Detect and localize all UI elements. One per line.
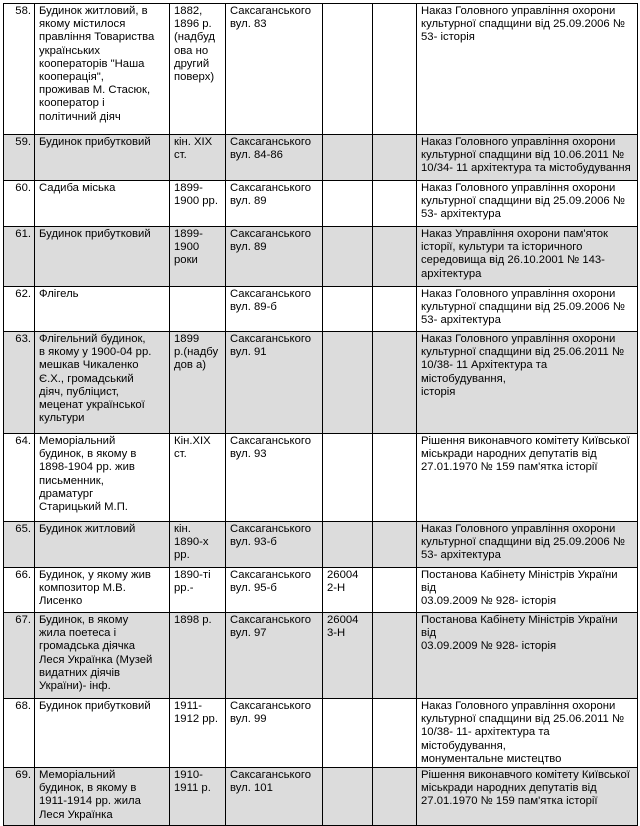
empty-cell: [373, 568, 417, 613]
protection-number: [323, 135, 373, 181]
table-body: [4, 4, 638, 826]
object-date: кін. 1890-х рр.: [170, 522, 226, 568]
protection-document: Постанова Кабінету Міністрів України від 03.09.2009 № 928- історія: [417, 613, 638, 699]
monuments-table: [3, 3, 638, 826]
protection-number: [323, 768, 373, 826]
protection-document: Постанова Кабінету Міністрів України від 03.09.2009 № 928- історія: [417, 568, 638, 613]
object-date: кін. XIX ст.: [170, 135, 226, 181]
empty-cell: [373, 699, 417, 768]
table-row: [4, 135, 638, 181]
protection-number: [323, 522, 373, 568]
table-row: [4, 332, 638, 434]
object-address: Саксаганського вул. 84-86: [226, 135, 323, 181]
empty-cell: [373, 4, 417, 135]
object-name: Меморіальний будинок, в якому в 1898-1904 рр. жив письменник, драматург Старицький М.П.: [35, 434, 170, 522]
protection-number: [323, 699, 373, 768]
object-address: Саксаганського вул. 93-б: [226, 522, 323, 568]
object-date: 1910- 1911 р.: [170, 768, 226, 826]
object-address: Саксаганського вул. 89: [226, 181, 323, 227]
row-number: 60.: [4, 181, 35, 227]
object-date: 1882, 1896 р. (надбуд ова но другий поверх): [170, 4, 226, 135]
object-name: Будинок, у якому жив композитор М.В. Лисенко: [35, 568, 170, 613]
protection-document: Наказ Управління охорони пам'яток історії, культури та історичного середовища від 26.10.2001 № 143- архітектура: [417, 227, 638, 287]
row-number: 68.: [4, 699, 35, 768]
row-number: 61.: [4, 227, 35, 287]
empty-cell: [373, 181, 417, 227]
object-address: Саксаганського вул. 89-б: [226, 287, 323, 332]
empty-cell: [373, 287, 417, 332]
row-number: 67.: [4, 613, 35, 699]
protection-document: Рішення виконавчого комітету Київської міськради народних депутатів від 27.01.1970 № 159 пам'ятка історії: [417, 768, 638, 826]
object-date: 1898 р.: [170, 613, 226, 699]
table-row: [4, 181, 638, 227]
table-row: [4, 227, 638, 287]
empty-cell: [373, 332, 417, 434]
table-row: [4, 287, 638, 332]
object-date: 1890-ті рр.-: [170, 568, 226, 613]
object-address: Саксаганського вул. 91: [226, 332, 323, 434]
empty-cell: [373, 135, 417, 181]
object-address: Саксаганського вул. 83: [226, 4, 323, 135]
empty-cell: [373, 613, 417, 699]
protection-document: Наказ Головного управління охорони культурної спадщини від 25.09.2006 № 53- історія: [417, 4, 638, 135]
object-name: Будинок прибутковий: [35, 699, 170, 768]
object-name: Флігельний будинок, в якому у 1900-04 рр. мешкав Чикаленко Є.Х., громадський діяч, публіцист, меценат української культури: [35, 332, 170, 434]
row-number: 65.: [4, 522, 35, 568]
row-number: 66.: [4, 568, 35, 613]
protection-number: [323, 287, 373, 332]
table-row: [4, 699, 638, 768]
protection-number: [323, 434, 373, 522]
empty-cell: [373, 522, 417, 568]
row-number: 58.: [4, 4, 35, 135]
object-date: 1899 р.(надбу дов а): [170, 332, 226, 434]
protection-document: Наказ Головного управління охорони культурної спадщини від 25.09.2006 № 53- архітектура: [417, 287, 638, 332]
protection-number: 26004 3-Н: [323, 613, 373, 699]
protection-number: [323, 332, 373, 434]
object-address: Саксаганського вул. 89: [226, 227, 323, 287]
table-row: [4, 4, 638, 135]
protection-number: [323, 4, 373, 135]
object-address: Саксаганського вул. 97: [226, 613, 323, 699]
protection-number: [323, 181, 373, 227]
empty-cell: [373, 768, 417, 826]
object-date: 1911- 1912 рр.: [170, 699, 226, 768]
object-date: 1899- 1900 роки: [170, 227, 226, 287]
row-number: 63.: [4, 332, 35, 434]
table-row: [4, 434, 638, 522]
object-name: Будинок житловий: [35, 522, 170, 568]
protection-number: [323, 227, 373, 287]
table-row: [4, 568, 638, 613]
protection-document: Наказ Головного управління охорони культурної спадщини від 25.09.2006 № 53- архітектура: [417, 522, 638, 568]
object-address: Саксаганського вул. 93: [226, 434, 323, 522]
row-number: 69.: [4, 768, 35, 826]
object-name: Будинок, в якому жила поетеса і громадська діячка Леся Українка (Музей видатних діячів України)- інф.: [35, 613, 170, 699]
table-row: [4, 613, 638, 699]
object-date: Кін.XIX ст.: [170, 434, 226, 522]
table-row: [4, 768, 638, 826]
object-name: Флігель: [35, 287, 170, 332]
empty-cell: [373, 434, 417, 522]
object-date: 1899- 1900 рр.: [170, 181, 226, 227]
object-name: Будинок прибутковий: [35, 135, 170, 181]
protection-document: Рішення виконавчого комітету Київської міськради народних депутатів від 27.01.1970 № 159 пам'ятка історії: [417, 434, 638, 522]
row-number: 62.: [4, 287, 35, 332]
object-address: Саксаганського вул. 95-б: [226, 568, 323, 613]
object-address: Саксаганського вул. 99: [226, 699, 323, 768]
row-number: 59.: [4, 135, 35, 181]
protection-document: Наказ Головного управління охорони культурної спадщини від 25.06.2011 № 10/38- 11- архітектура та містобудування, монументальне мистецтво: [417, 699, 638, 768]
object-name: Садиба міська: [35, 181, 170, 227]
protection-document: Наказ Головного управління охорони культурної спадщини від 25.06.2011 № 10/38- 11 Архітектура та містобудування, історія: [417, 332, 638, 434]
object-name: Меморіальний будинок, в якому в 1911-1914 рр. жила Леся Українка: [35, 768, 170, 826]
protection-number: 26004 2-Н: [323, 568, 373, 613]
protection-document: Наказ Головного управління охорони культурної спадщини від 25.09.2006 № 53- архітектура: [417, 181, 638, 227]
object-name: Будинок житловий, в якому містилося правління Товариства українських кооператорів "Наша кооперація", проживав М. Стасюк, кооператор і політичний діяч: [35, 4, 170, 135]
object-name: Будинок прибутковий: [35, 227, 170, 287]
object-date: [170, 287, 226, 332]
row-number: 64.: [4, 434, 35, 522]
protection-document: Наказ Головного управління охорони культурної спадщини від 10.06.2011 № 10/34- 11 архітектура та містобудування: [417, 135, 638, 181]
object-address: Саксаганського вул. 101: [226, 768, 323, 826]
table-row: [4, 522, 638, 568]
empty-cell: [373, 227, 417, 287]
